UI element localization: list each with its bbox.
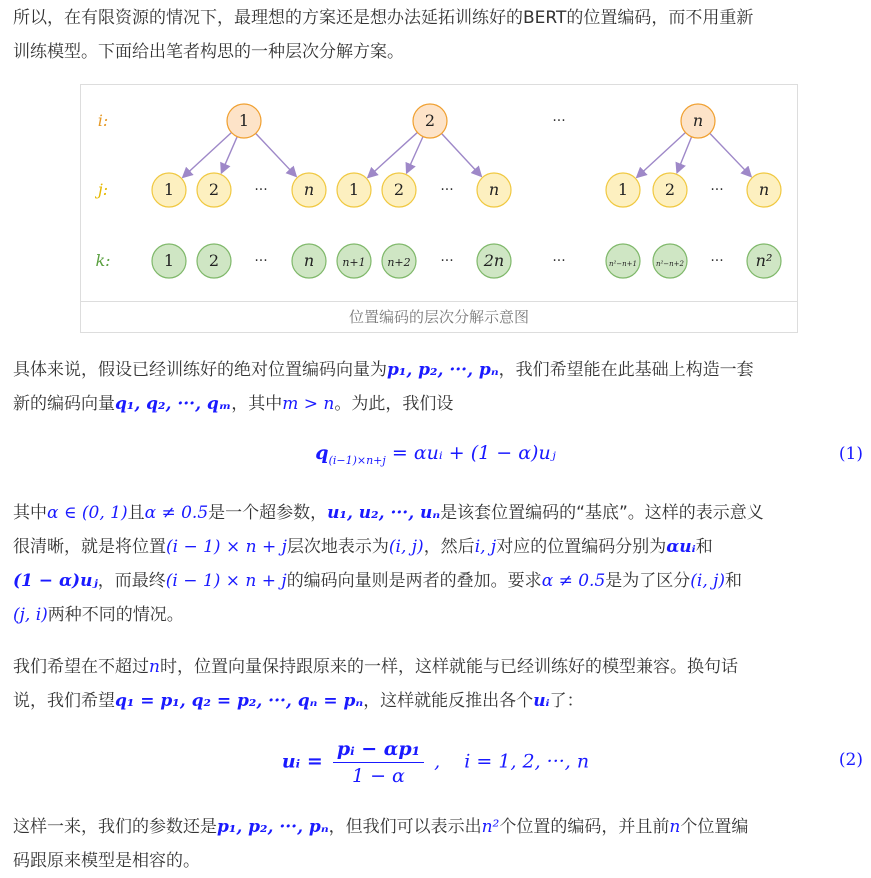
i-node-label: 2 <box>424 111 436 130</box>
k-node-label: n+2 <box>387 256 411 269</box>
paragraph-1 <box>13 353 861 421</box>
equation-1 <box>0 442 871 467</box>
k-node-label: n²−n+1 <box>608 260 638 268</box>
p2-text: 和 <box>695 537 713 557</box>
intro-line-2: 训练模型。下面给出笔者构思的一种层次分解方案。 <box>13 42 404 62</box>
p2-text: 层次地表示为 <box>286 537 389 557</box>
equation-2-number: (2) <box>838 750 863 770</box>
j-node-label: 1 <box>348 180 360 199</box>
p2-math: (i − 1) × n + j <box>165 571 287 591</box>
p1-math-q: q₁, q₂, ···, qₘ <box>115 394 232 414</box>
p3-text: 我们希望在不超过 <box>13 657 149 677</box>
j-node-label: 2 <box>393 180 405 199</box>
p4-text: 个位置的编码，并且前 <box>499 817 670 837</box>
p4-text: ，但我们可以表示出 <box>328 817 482 837</box>
p3-text: ，这样就能反推出各个 <box>363 691 534 711</box>
hierarchy-figure <box>80 84 798 333</box>
arrow <box>678 137 692 172</box>
p2-math: (i, j) <box>388 537 424 557</box>
p4-math: n² <box>481 817 500 837</box>
arrow <box>184 133 232 177</box>
arrows <box>184 132 750 176</box>
p1-text-b: ，我们希望能在此基础上构造一套 <box>498 360 754 380</box>
row-label-i: i: <box>97 111 109 130</box>
p2-text: 的编码向量则是两者的叠加。要求 <box>286 571 542 591</box>
paragraph-4 <box>13 810 861 878</box>
p1-text-a: 具体来说，假设已经训练好的绝对位置编码向量为 <box>13 360 387 380</box>
arrow <box>407 137 423 172</box>
p2-text: 是一个超参数， <box>208 503 328 523</box>
k-node-label: n² <box>755 251 773 270</box>
p2-text: 和 <box>725 571 743 591</box>
i-node-label: 1 <box>238 111 250 130</box>
row-labels <box>95 111 111 270</box>
eq2-numerator: pᵢ − αp₁ <box>333 738 424 763</box>
p3-math: uᵢ <box>533 691 550 711</box>
arrow <box>369 132 418 176</box>
eq1-rhs: = αuᵢ + (1 − α)uⱼ <box>391 442 556 464</box>
k-node-label: 2 <box>208 251 220 270</box>
j-node-label: 1 <box>617 180 629 199</box>
p4-math: p₁, p₂, ···, pₙ <box>217 817 329 837</box>
k-node-label: 1 <box>163 251 175 270</box>
ellipsis: ··· <box>552 253 566 269</box>
p1-math-p: p₁, p₂, ···, pₙ <box>387 360 499 380</box>
eq1-lhs: q <box>315 442 329 464</box>
i-node-label: n <box>692 111 704 130</box>
p2-text: ，然后 <box>423 537 475 557</box>
arrow <box>222 137 237 172</box>
p2-text: 对应的位置编码分别为 <box>496 537 667 557</box>
j-node-label: n <box>303 180 315 199</box>
ellipsis: ··· <box>552 113 566 129</box>
j-node-label: 2 <box>208 180 220 199</box>
j-node-label: n <box>488 180 500 199</box>
p2-math: (i − 1) × n + j <box>166 537 287 557</box>
p4-text: 码跟原来模型是相容的。 <box>13 851 200 871</box>
p2-text: 是为了区分 <box>605 571 691 591</box>
paragraph-2 <box>13 496 861 632</box>
ellipsis: ··· <box>440 182 454 198</box>
j-node-label: 1 <box>163 180 175 199</box>
p3-text: 时，位置向量保持跟原来的一样，这样就能与已经训练好的模型兼容。换句话 <box>159 657 738 677</box>
p2-math: (j, i) <box>13 605 48 625</box>
k-node-label: n+1 <box>342 256 366 269</box>
j-node-label: 2 <box>664 180 676 199</box>
p2-math: u₁, u₂, ···, uₙ <box>327 503 441 523</box>
p1-text-c: 新的编码向量 <box>13 394 115 414</box>
p2-text: 其中 <box>13 503 47 523</box>
p4-text: 这样一来，我们的参数还是 <box>13 817 217 837</box>
figure-caption: 位置编码的层次分解示意图 <box>81 301 797 333</box>
row-label-j: j: <box>97 180 109 199</box>
j-node-label: n <box>758 180 770 199</box>
eq2-fraction <box>333 738 424 787</box>
equation-1-number: (1) <box>838 444 863 464</box>
p1-math-m-gt-n: m > n <box>282 394 335 414</box>
p2-math: α ≠ 0.5 <box>144 503 209 523</box>
ellipsis: ··· <box>710 253 724 269</box>
arrow <box>442 133 481 175</box>
k-node-label: n <box>303 251 315 270</box>
p2-text: ，而最终 <box>97 571 166 591</box>
p3-math: n <box>149 657 160 677</box>
p1-text-e: 。为此，我们设 <box>334 394 454 414</box>
arrow <box>256 133 296 175</box>
k-node-label: 2n <box>483 251 505 270</box>
p2-text: 两种不同的情况。 <box>47 605 184 625</box>
ellipsis: ··· <box>440 253 454 269</box>
p2-math: i, j <box>474 537 497 557</box>
paragraph-3 <box>13 650 861 718</box>
p1-text-d: ，其中 <box>231 394 283 414</box>
eq2-condition: , i = 1, 2, ···, n <box>434 750 590 773</box>
p2-math: α ∈ (0, 1) <box>47 503 128 523</box>
ellipsis: ··· <box>710 182 724 198</box>
hierarchy-diagram <box>81 85 797 301</box>
eq2-denominator: 1 − α <box>351 765 405 787</box>
p2-math: α ≠ 0.5 <box>541 571 606 591</box>
p2-text: 是该套位置编码的“基底”。这样的表示意义 <box>440 503 764 523</box>
k-node-label: n²−n+2 <box>655 260 685 268</box>
eq1-lhs-sub: (i−1)×n+j <box>328 453 386 467</box>
p4-text: 个位置编 <box>680 817 749 837</box>
p3-text: 说，我们希望 <box>13 691 115 711</box>
p3-math: q₁ = p₁, q₂ = p₂, ···, qₙ = pₙ <box>115 691 364 711</box>
p2-math: (i, j) <box>690 571 726 591</box>
row-label-k: k: <box>95 251 111 270</box>
p2-text: 很清晰，就是将位置 <box>13 537 166 557</box>
intro-paragraph <box>13 1 861 69</box>
intro-line-1: 所以，在有限资源的情况下，最理想的方案还是想办法延拓训练好的BERT的位置编码，而不用重新 <box>13 8 754 28</box>
eq2-lhs: uᵢ = <box>281 750 323 773</box>
nodes <box>152 104 781 278</box>
p3-text: 了： <box>549 691 584 711</box>
p2-math: (1 − α)uⱼ <box>13 571 98 591</box>
p2-text: 且 <box>127 503 145 523</box>
equation-2 <box>0 738 871 787</box>
p2-math: αuᵢ <box>666 537 696 557</box>
ellipsis: ··· <box>254 253 268 269</box>
ellipsis: ··· <box>254 182 268 198</box>
p4-math: n <box>669 817 681 837</box>
arrow <box>710 133 750 175</box>
